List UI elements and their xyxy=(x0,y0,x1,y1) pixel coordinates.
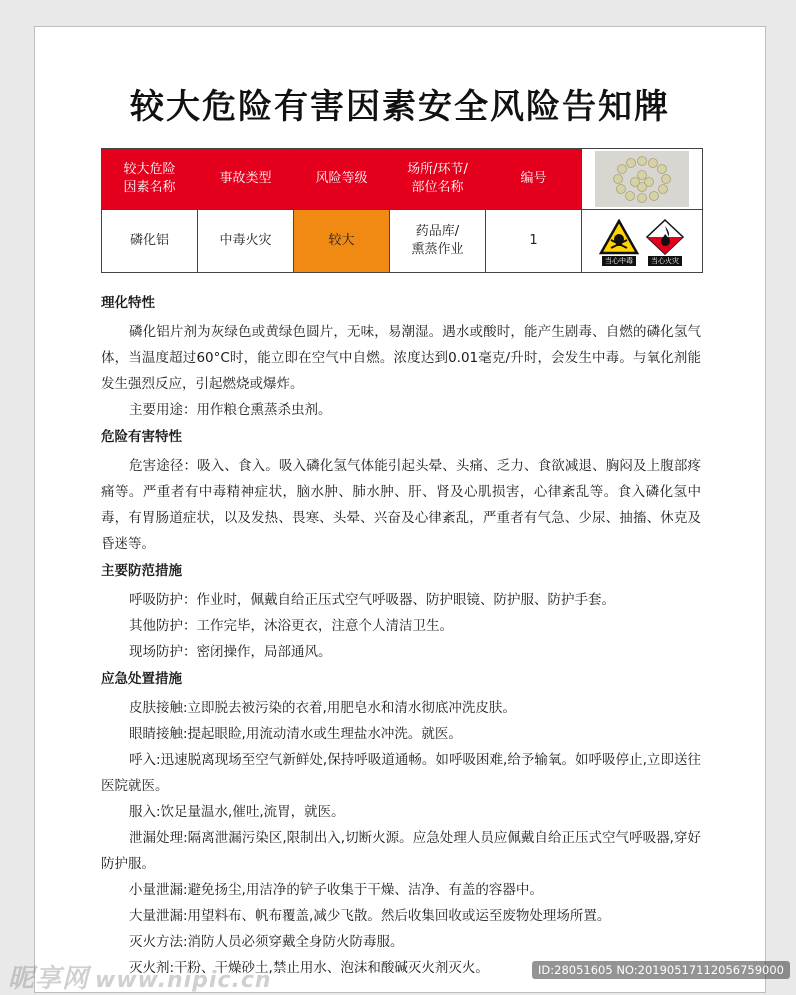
watermark-url: www.nipic.cn xyxy=(95,968,272,993)
header-risk-level: 风险等级 xyxy=(294,149,390,210)
section-heading-properties: 理化特性 xyxy=(101,295,155,311)
hazards-paragraph: 危害途径：吸入、食入。吸入磷化氢气体能引起头晕、头痛、乏力、食欲减退、胸闷及上腹部疼痛等。严重者有中毒精神症状，脑水肿、肺水肿、肝、肾及心肌损害，心律紊乱等。食入磷化氢中毒，有胃肠道症状，以及发热、畏寒、头晕、兴奋及心律紊乱，严重者有气急、少尿、抽搐、休克及昏迷等。 xyxy=(101,458,701,552)
cell-risk-level: 较大 xyxy=(294,210,390,273)
cell-location xyxy=(390,210,486,273)
sign-toxic-caption: 当心中毒 xyxy=(602,256,636,266)
cell-location-text: 药品库/ 熏蒸作业 xyxy=(411,224,464,257)
cell-number: 1 xyxy=(486,210,582,273)
watermark-brand xyxy=(8,958,272,995)
image-id-badge: ID:28051605 NO:20190517112056759000 xyxy=(532,961,790,979)
emergency-ingestion: 服入:饮足量温水,催吐,流胃，就医。 xyxy=(129,804,345,820)
section-heading-emergency: 应急处置措施 xyxy=(101,671,182,687)
properties-usage: 主要用途：用作粮仓熏蒸杀虫剂。 xyxy=(129,402,332,418)
notice-board xyxy=(34,26,766,993)
pills-photo xyxy=(582,149,703,210)
header-number: 编号 xyxy=(486,149,582,210)
section-heading-hazards: 危险有害特性 xyxy=(101,429,182,445)
section-heading-prevention: 主要防范措施 xyxy=(101,563,182,579)
watermark-brand-text: 昵享网 xyxy=(8,964,90,994)
emergency-large-leak: 大量泄漏:用望料布、帆布覆盖,减少飞散。然后收集回收或运至废物处理场所置。 xyxy=(129,908,611,924)
cell-accident-type: 中毒火灾 xyxy=(198,210,294,273)
emergency-small-leak: 小量泄漏:避免扬尘,用洁净的铲子收集于干燥、洁净、有盖的容器中。 xyxy=(129,882,543,898)
prevention-other: 其他防护：工作完毕，沐浴更衣，注意个人清洁卫生。 xyxy=(129,618,453,634)
header-location xyxy=(390,149,486,210)
emergency-extinguisher: 灭火剂:干粉、干燥砂土,禁止用水、泡沫和酸碱灭火剂灭火。 xyxy=(129,960,489,976)
risk-table xyxy=(101,148,703,273)
header-factor-name xyxy=(102,149,198,210)
header-factor-name-text: 较大危险 因素名称 xyxy=(123,162,176,195)
properties-paragraph: 磷化铝片剂为灰绿色或黄绿色圆片，无味，易潮湿。遇水或酸时，能产生剧毒、自燃的磷化氢气体，当温度超过60°C时，能立即在空气中自燃。浓度达到0.01毫克/升时，会发生中毒。与氧化剂能发生强烈反应，引起燃烧或爆炸。 xyxy=(101,324,701,392)
header-location-text: 场所/环节/ 部位名称 xyxy=(407,162,468,195)
sign-flammable xyxy=(645,219,685,266)
toxic-skull-icon xyxy=(599,219,639,255)
emergency-skin: 皮肤接触:立即脱去被污染的衣着,用肥皂水和清水彻底冲洗皮肤。 xyxy=(129,700,516,716)
content-body xyxy=(101,289,701,981)
page-title: 较大危险有害因素安全风险告知牌 xyxy=(130,87,670,127)
flammable-flame-icon xyxy=(645,219,685,255)
prevention-respiratory: 呼吸防护：作业时，佩戴自给正压式空气呼吸器、防护眼镜、防护服、防护手套。 xyxy=(129,592,615,608)
emergency-leak: 泄漏处理:隔离泄漏污染区,限制出入,切断火源。应急处理人员应佩戴自给正压式空气呼吸器,穿好防护服。 xyxy=(101,830,701,872)
warning-signs xyxy=(582,210,703,273)
sign-toxic xyxy=(599,219,639,266)
cell-factor-name: 磷化铝 xyxy=(102,210,198,273)
emergency-eye: 眼睛接触:提起眼睑,用流动清水或生理盐水冲洗。就医。 xyxy=(129,726,462,742)
tablets-image xyxy=(595,151,689,207)
emergency-inhalation: 呼入:迅速脱离现场至空气新鲜处,保持呼吸道通畅。如呼吸困难,给予输氧。如呼吸停止,立即送往医院就医。 xyxy=(101,752,701,794)
prevention-site: 现场防护：密闭操作，局部通风。 xyxy=(129,644,332,660)
sign-flammable-caption: 当心火灾 xyxy=(648,256,682,266)
emergency-firefighting: 灭火方法:消防人员必须穿戴全身防火防毒服。 xyxy=(129,934,404,950)
header-accident-type: 事故类型 xyxy=(198,149,294,210)
